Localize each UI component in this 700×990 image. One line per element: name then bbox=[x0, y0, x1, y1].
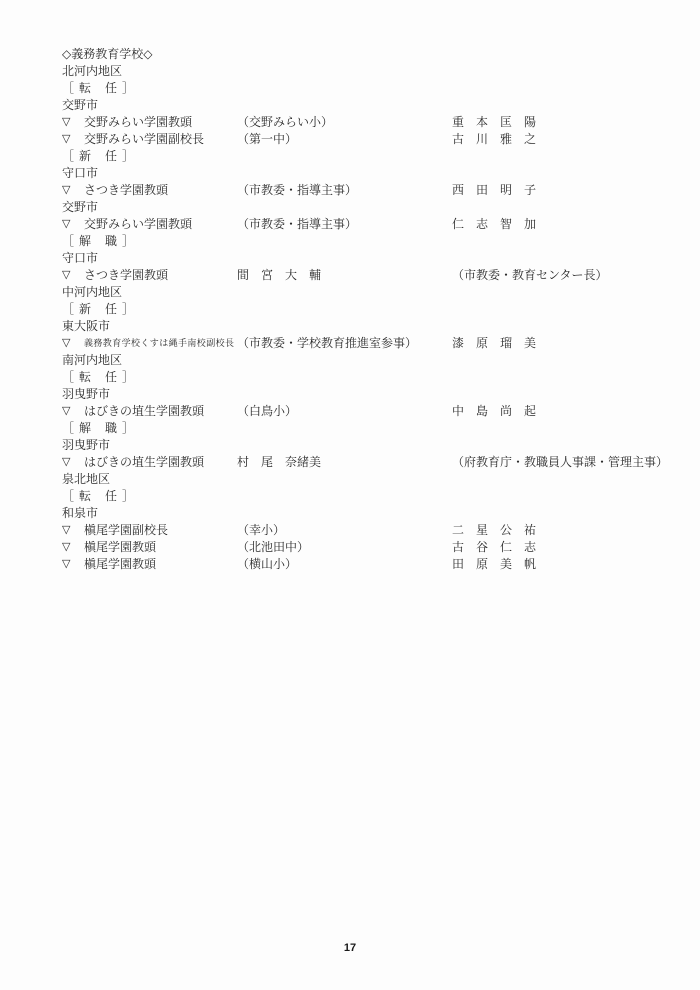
district-line: 南河内地区 bbox=[62, 353, 123, 367]
triangle-marker-icon: ▽ bbox=[62, 116, 71, 128]
position-title: 槇尾学園教頭 bbox=[84, 557, 157, 571]
position-title: 交野みらい学園教頭 bbox=[84, 115, 193, 129]
city-line: 交野市 bbox=[62, 98, 99, 112]
origin-or-name: （市教委・指導主事） bbox=[237, 217, 358, 231]
origin-or-name: （横山小） bbox=[237, 557, 298, 571]
triangle-marker-icon: ▽ bbox=[62, 405, 71, 417]
entry-row bbox=[0, 267, 700, 284]
triangle-marker-icon: ▽ bbox=[62, 558, 71, 570]
entry-row bbox=[0, 454, 700, 471]
origin-or-name: 村 尾 奈緒美 bbox=[237, 455, 322, 469]
city-line: 守口市 bbox=[62, 166, 99, 180]
origin-or-name: （市教委・学校教育推進室参事） bbox=[237, 336, 418, 350]
category-line: ［ 新 任 ］ bbox=[62, 302, 136, 316]
triangle-marker-icon: ▽ bbox=[62, 133, 71, 145]
category-line: ［ 解 職 ］ bbox=[62, 421, 136, 435]
category-line: ［ 転 任 ］ bbox=[62, 370, 136, 384]
page-number: 17 bbox=[343, 942, 357, 954]
name-or-note: 中 島 尚 起 bbox=[452, 404, 537, 418]
category-line: ［ 転 任 ］ bbox=[62, 489, 136, 503]
name-or-note: （府教育庁・教職員人事課・管理主事） bbox=[452, 455, 669, 469]
position-title: はびきの埴生学園教頭 bbox=[84, 455, 205, 469]
name-or-note: 仁 志 智 加 bbox=[452, 217, 537, 231]
origin-or-name: （交野みらい小） bbox=[237, 115, 334, 129]
district-line: 北河内地区 bbox=[62, 64, 123, 78]
entry-row bbox=[0, 216, 700, 233]
name-or-note: 二 星 公 祐 bbox=[452, 523, 537, 537]
entry-row bbox=[0, 182, 700, 199]
position-title: 槇尾学園副校長 bbox=[84, 523, 169, 537]
name-or-note: 古 谷 仁 志 bbox=[452, 540, 537, 554]
entry-row bbox=[0, 522, 700, 539]
triangle-marker-icon: ▽ bbox=[62, 184, 71, 196]
position-title: 交野みらい学園副校長 bbox=[84, 132, 205, 146]
position-title: 槇尾学園教頭 bbox=[84, 540, 157, 554]
city-line: 守口市 bbox=[62, 251, 99, 265]
name-or-note: 西 田 明 子 bbox=[452, 183, 537, 197]
origin-or-name: 間 宮 大 輔 bbox=[237, 268, 322, 282]
name-or-note: 古 川 雅 之 bbox=[452, 132, 537, 146]
triangle-marker-icon: ▽ bbox=[62, 218, 71, 230]
name-or-note: 田 原 美 帆 bbox=[452, 557, 537, 571]
triangle-marker-icon: ▽ bbox=[62, 269, 71, 281]
name-or-note: 漆 原 瑠 美 bbox=[452, 336, 537, 350]
origin-or-name: （市教委・指導主事） bbox=[237, 183, 358, 197]
triangle-marker-icon: ▽ bbox=[62, 337, 71, 349]
position-title: はびきの埴生学園教頭 bbox=[84, 404, 205, 418]
position-title: 義務教育学校くすは縄手南校副校長 bbox=[84, 338, 235, 348]
name-or-note: 重 本 匡 陽 bbox=[452, 115, 537, 129]
triangle-marker-icon: ▽ bbox=[62, 524, 71, 536]
entry-row bbox=[0, 556, 700, 573]
city-line: 羽曳野市 bbox=[62, 387, 111, 401]
origin-or-name: （第一中） bbox=[237, 132, 298, 146]
city-line: 羽曳野市 bbox=[62, 438, 111, 452]
name-or-note: （市教委・教育センター長） bbox=[452, 268, 608, 282]
origin-or-name: （白鳥小） bbox=[237, 404, 298, 418]
triangle-marker-icon: ▽ bbox=[62, 541, 71, 553]
category-line: ［ 新 任 ］ bbox=[62, 149, 136, 163]
entry-row bbox=[0, 131, 700, 148]
district-line: 中河内地区 bbox=[62, 285, 123, 299]
triangle-marker-icon: ▽ bbox=[62, 456, 71, 468]
title-line: ◇義務教育学校◇ bbox=[62, 47, 153, 61]
district-line: 泉北地区 bbox=[62, 472, 111, 486]
position-title: さつき学園教頭 bbox=[84, 268, 169, 282]
entry-row bbox=[0, 114, 700, 131]
entry-row bbox=[0, 539, 700, 556]
entry-row bbox=[0, 403, 700, 420]
category-line: ［ 転 任 ］ bbox=[62, 81, 136, 95]
origin-or-name: （幸小） bbox=[237, 523, 286, 537]
city-line: 交野市 bbox=[62, 200, 99, 214]
city-line: 東大阪市 bbox=[62, 319, 111, 333]
entry-row bbox=[0, 335, 700, 352]
position-title: さつき学園教頭 bbox=[84, 183, 169, 197]
city-line: 和泉市 bbox=[62, 506, 99, 520]
category-line: ［ 解 職 ］ bbox=[62, 234, 136, 248]
origin-or-name: （北池田中） bbox=[237, 540, 310, 554]
position-title: 交野みらい学園教頭 bbox=[84, 217, 193, 231]
